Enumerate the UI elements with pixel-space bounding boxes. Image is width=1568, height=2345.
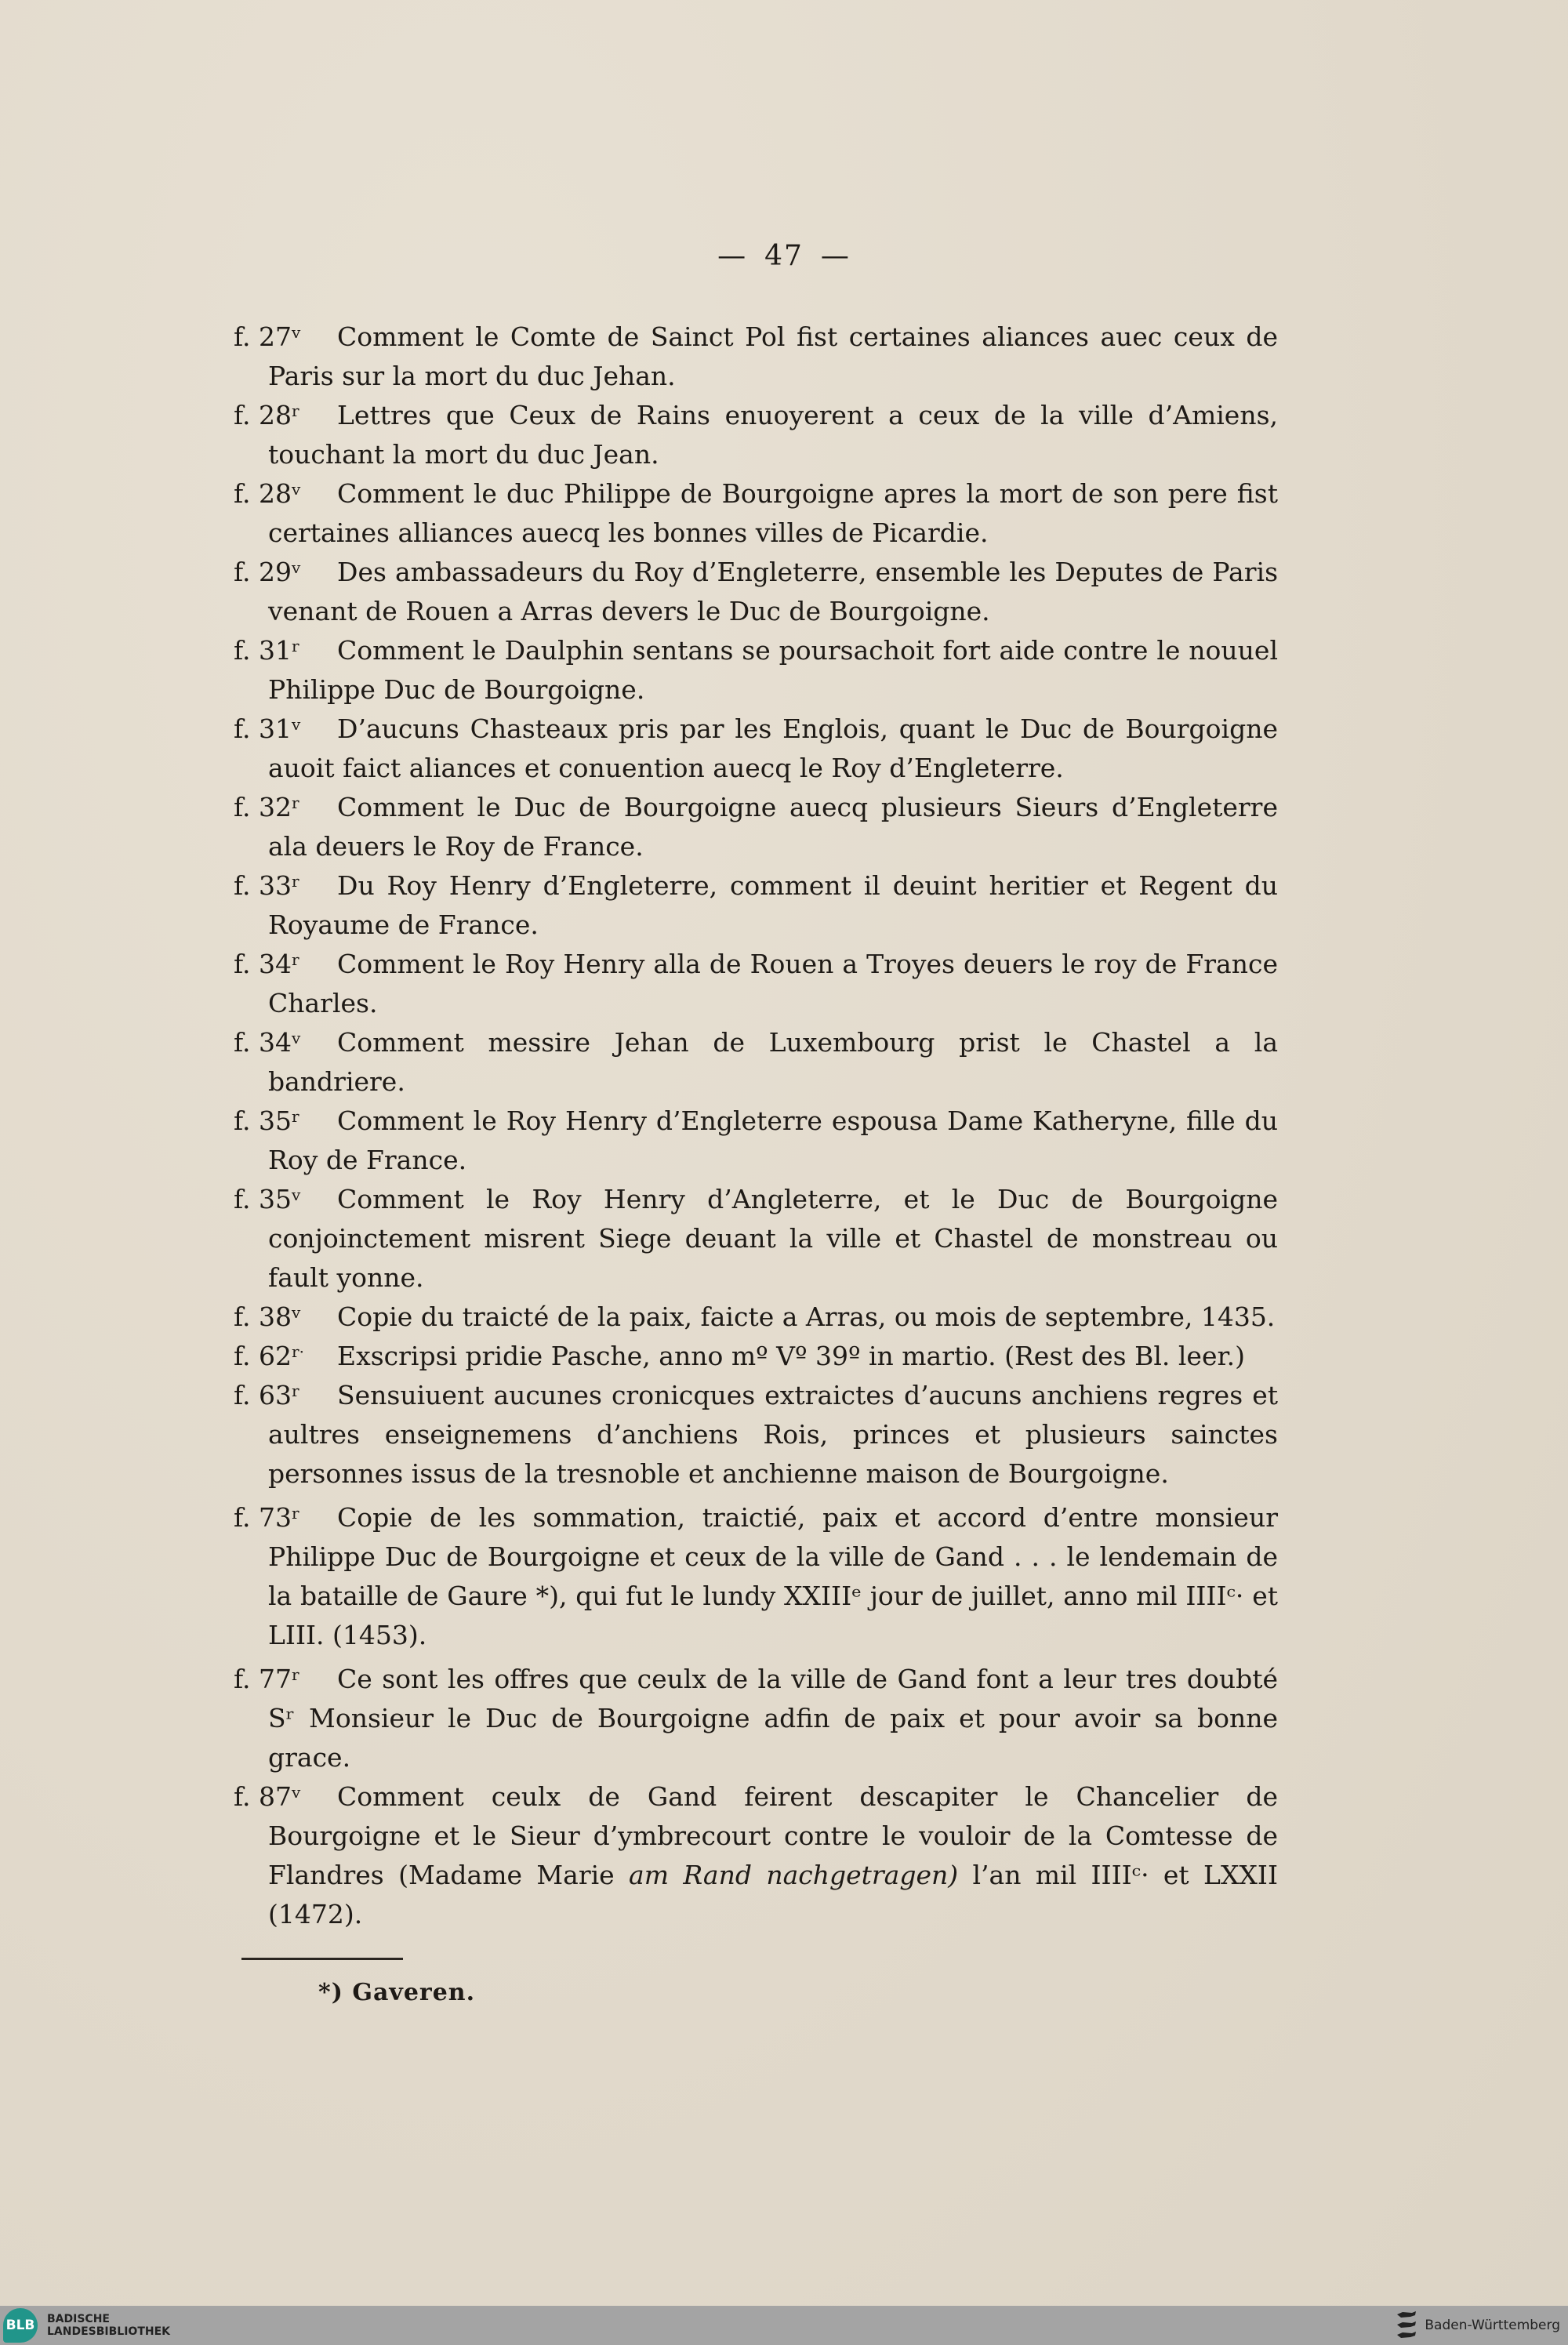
library-name-line1: BADISCHE bbox=[47, 2313, 110, 2325]
entry-text: Copie de les sommation, traictié, paix et accord d’entre monsieur Philippe Duc de Bourgoigne et ceux de la ville de Gand . . . le lendemain de la bataille de Gaure *), qui fut le lundy XXIIIᵉ jour de juillet, anno mil IIIIᶜ· et LIII. (1453). bbox=[268, 1502, 1278, 1650]
blb-logo-icon[interactable]: BLB bbox=[3, 2308, 38, 2343]
entry-prefix: f. bbox=[234, 713, 251, 744]
folio-entry bbox=[234, 1660, 1278, 1777]
folio-side: r bbox=[292, 401, 299, 420]
footnote: *) Gaveren. bbox=[318, 1979, 476, 2006]
folio-entry bbox=[234, 1337, 1278, 1376]
folio-side: r bbox=[292, 637, 299, 655]
folio-num: 28 bbox=[259, 400, 292, 430]
folio-num: 31 bbox=[259, 713, 292, 744]
entry-text: Ce sont les offres que ceulx de la ville de Gand font a leur tres doubté Sʳ Monsieur le Duc de Bourgoigne adfin de paix et pour avoir sa bonne grace. bbox=[268, 1664, 1278, 1773]
folio-number bbox=[259, 1105, 299, 1136]
folio-entry bbox=[234, 1180, 1278, 1298]
folio-side: v bbox=[292, 1303, 301, 1322]
library-name[interactable] bbox=[47, 2313, 170, 2338]
folio-num: 29 bbox=[259, 557, 292, 587]
folio-side: r bbox=[292, 1665, 299, 1684]
folio-side: r bbox=[292, 1504, 299, 1523]
editorial-note: am Rand nachgetragen) bbox=[629, 1860, 959, 1890]
folio-side: v bbox=[292, 1783, 301, 1802]
folio-number bbox=[259, 1664, 299, 1694]
entry-text: Sensuiuent aucunes cronicques extraictes d’aucuns anchiens regres et aultres enseignemens d’anchiens Rois, princes et plusieurs sainctes personnes issus de la tresnoble et anchienne maison de Bourgoigne. bbox=[268, 1380, 1278, 1489]
folio-entry bbox=[234, 788, 1278, 866]
folio-num: 87 bbox=[259, 1781, 292, 1812]
page-number bbox=[0, 240, 1568, 272]
library-name-line2: LANDESBIBLIOTHEK bbox=[47, 2325, 171, 2338]
folio-number bbox=[259, 400, 299, 430]
folio-num: 38 bbox=[259, 1301, 292, 1332]
folio-side: r bbox=[292, 1107, 299, 1126]
entry-text: Lettres que Ceux de Rains enuoyerent a ceux de la ville d’Amiens, touchant la mort du duc Jean. bbox=[268, 400, 1278, 470]
entry-prefix: f. bbox=[234, 792, 251, 822]
entry-text: Comment le Duc de Bourgoigne auecq plusieurs Sieurs d’Engleterre ala deuers le Roy de France. bbox=[268, 792, 1278, 862]
entry-prefix: f. bbox=[234, 1105, 251, 1136]
entry-text: Comment le Roy Henry alla de Rouen a Troyes deuers le roy de France Charles. bbox=[268, 949, 1278, 1018]
folio-entry bbox=[234, 1777, 1278, 1934]
entry-prefix: f. bbox=[234, 1184, 251, 1214]
entry-text: Comment le Roy Henry d’Angleterre, et le Duc de Bourgoigne conjoinctement misrent Siege deuant la ville et Chastel de monstreau ou fault yonne. bbox=[268, 1184, 1278, 1293]
folio-num: 27 bbox=[259, 321, 292, 352]
entry-text-part: Comment ceulx de Gand feirent descapiter le Chancelier de Bourgoigne et le Sieur d’ymbrecourt contre le vouloir de la Comtesse de Flandres (Madame Marie bbox=[268, 1781, 1278, 1890]
folio-num: 31 bbox=[259, 635, 292, 666]
folio-entry bbox=[234, 1298, 1278, 1337]
entry-prefix: f. bbox=[234, 1664, 251, 1694]
folio-number bbox=[259, 1341, 304, 1371]
entry-text: Comment le Comte de Sainct Pol fist certaines aliances auec ceux de Paris sur la mort du duc Jehan. bbox=[268, 321, 1278, 391]
state-name: Baden-Württemberg bbox=[1425, 2318, 1560, 2333]
folio-num: 34 bbox=[259, 949, 292, 979]
folio-number bbox=[259, 949, 299, 979]
folio-num: 28 bbox=[259, 478, 292, 509]
folio-number bbox=[259, 1301, 300, 1332]
folio-entry bbox=[234, 945, 1278, 1023]
footer-bar bbox=[0, 2306, 1568, 2345]
folio-num: 35 bbox=[259, 1105, 292, 1136]
folio-number bbox=[259, 1502, 299, 1533]
folio-number bbox=[259, 1184, 300, 1214]
baden-wuerttemberg-logo[interactable] bbox=[1395, 2310, 1560, 2342]
folio-side: r bbox=[292, 1381, 299, 1400]
folio-entry bbox=[234, 318, 1278, 396]
folio-num: 62 bbox=[259, 1341, 292, 1371]
entry-prefix: f. bbox=[234, 1380, 251, 1410]
folio-entry bbox=[234, 474, 1278, 553]
folio-number bbox=[259, 557, 300, 587]
folio-side: v bbox=[292, 1029, 301, 1047]
entry-text: Comment messire Jehan de Luxembourg prist le Chastel a la bandriere. bbox=[268, 1027, 1278, 1097]
entry-prefix: f. bbox=[234, 949, 251, 979]
entry-text: Comment le duc Philippe de Bourgoigne apres la mort de son pere fist certaines alliances auecq les bonnes villes de Picardie. bbox=[268, 478, 1278, 548]
folio-number bbox=[259, 1781, 300, 1812]
entry-prefix: f. bbox=[234, 1502, 251, 1533]
entry-text: Exscripsi pridie Pasche, anno mº Vº 39º in martio. (Rest des Bl. leer.) bbox=[337, 1341, 1245, 1371]
entry-prefix: f. bbox=[234, 400, 251, 430]
folio-list bbox=[234, 318, 1278, 1934]
folio-num: 73 bbox=[259, 1502, 292, 1533]
folio-entry bbox=[234, 396, 1278, 474]
folio-number bbox=[259, 635, 299, 666]
entry-text bbox=[234, 1777, 1278, 1934]
folio-side: v bbox=[292, 323, 301, 342]
folio-side: v bbox=[292, 715, 301, 734]
folio-num: 63 bbox=[259, 1380, 292, 1410]
entry-prefix: f. bbox=[234, 1027, 251, 1058]
lions-icon bbox=[1395, 2310, 1418, 2341]
folio-side: v bbox=[292, 558, 301, 577]
folio-side: v bbox=[292, 480, 301, 499]
folio-num: 35 bbox=[259, 1184, 292, 1214]
entry-prefix: f. bbox=[234, 1301, 251, 1332]
page-number-dash-right: — bbox=[820, 240, 851, 272]
entry-prefix: f. bbox=[234, 557, 251, 587]
folio-number bbox=[259, 321, 300, 352]
folio-number bbox=[259, 792, 299, 822]
folio-side: r bbox=[292, 872, 299, 891]
entry-text: Des ambassadeurs du Roy d’Engleterre, ensemble les Deputes de Paris venant de Rouen a Arras devers le Duc de Bourgoigne. bbox=[268, 557, 1278, 626]
entry-text: D’aucuns Chasteaux pris par les Englois, quant le Duc de Bourgoigne auoit faict aliances et conuention auecq le Roy d’Engleterre. bbox=[268, 713, 1278, 783]
folio-num: 32 bbox=[259, 792, 292, 822]
folio-number bbox=[259, 478, 300, 509]
entry-prefix: f. bbox=[234, 870, 251, 901]
folio-number bbox=[259, 1380, 299, 1410]
entry-prefix: f. bbox=[234, 1341, 251, 1371]
folio-entry bbox=[234, 866, 1278, 945]
entry-text: Copie du traicté de la paix, faicte a Arras, ou mois de septembre, 1435. bbox=[337, 1301, 1276, 1332]
folio-side: v bbox=[292, 1185, 301, 1204]
folio-entry bbox=[234, 1376, 1278, 1494]
folio-number bbox=[259, 870, 299, 901]
page-number-dash-left: — bbox=[717, 240, 748, 272]
folio-num: 34 bbox=[259, 1027, 292, 1058]
entry-prefix: f. bbox=[234, 478, 251, 509]
folio-side: r· bbox=[292, 1342, 304, 1361]
folio-entry bbox=[234, 1102, 1278, 1180]
entry-prefix: f. bbox=[234, 321, 251, 352]
page-number-value: 47 bbox=[764, 240, 804, 272]
folio-entry bbox=[234, 631, 1278, 710]
folio-side: r bbox=[292, 950, 299, 969]
coat-of-arms-lions-icon bbox=[1395, 2310, 1418, 2342]
folio-number bbox=[259, 713, 300, 744]
folio-entry bbox=[234, 710, 1278, 788]
entry-text-part: l’an mil IIIIᶜ· et LXXII (1472). bbox=[268, 1860, 1278, 1929]
folio-num: 33 bbox=[259, 870, 292, 901]
folio-entry bbox=[234, 553, 1278, 631]
folio-entry bbox=[234, 1023, 1278, 1102]
entry-text: Comment le Roy Henry d’Engleterre espousa Dame Katheryne, fille du Roy de France. bbox=[268, 1105, 1278, 1175]
footnote-rule bbox=[241, 1958, 403, 1960]
entry-text: Du Roy Henry d’Engleterre, comment il deuint heritier et Regent du Royaume de France. bbox=[268, 870, 1278, 940]
folio-entry bbox=[234, 1498, 1278, 1655]
folio-num: 77 bbox=[259, 1664, 292, 1694]
entry-prefix: f. bbox=[234, 635, 251, 666]
entry-prefix: f. bbox=[234, 1781, 251, 1812]
folio-number bbox=[259, 1027, 300, 1058]
entry-text: Comment le Daulphin sentans se poursachoit fort aide contre le nouuel Philippe Duc de Bourgoigne. bbox=[268, 635, 1278, 705]
folio-side: r bbox=[292, 793, 299, 812]
